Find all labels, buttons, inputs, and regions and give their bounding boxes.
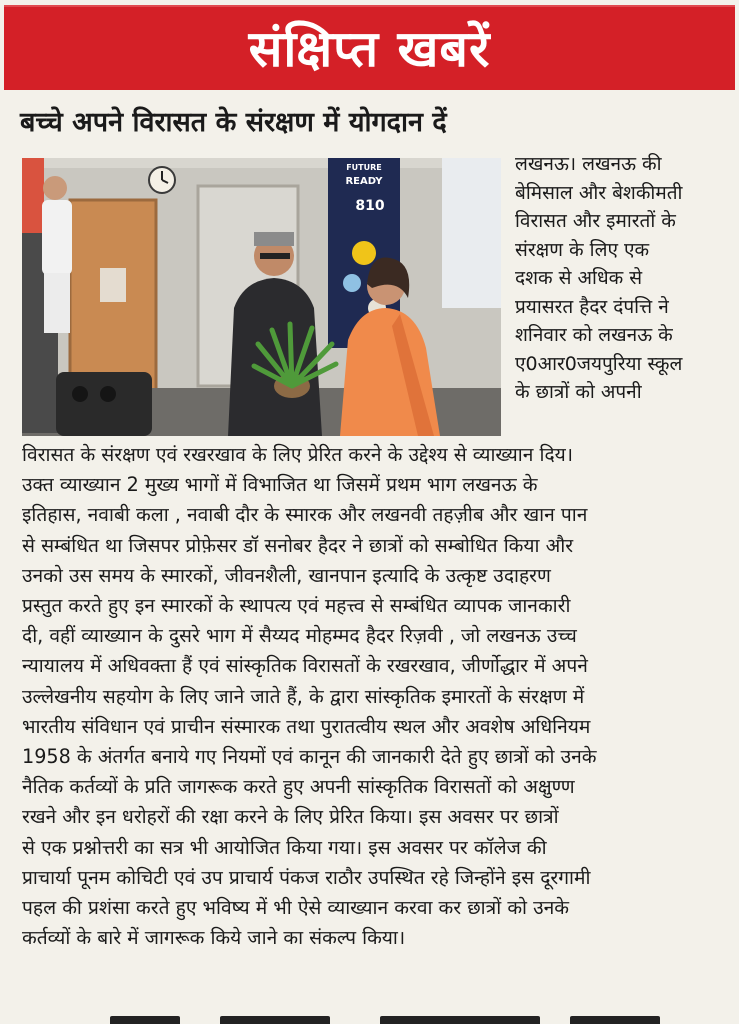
intro-line: प्रयासरत हैदर दंपत्ति ने (515, 295, 669, 318)
article-intro-column (515, 150, 735, 407)
intro-line: बेमिसाल और बेशकीमती (515, 181, 683, 204)
body-line: प्राचार्या पूनम कोचिटी एवं उप प्राचार्य पंकज राठौर उपस्थित रहे जिन्होंने इस दूरगामी (22, 865, 591, 889)
banner-title: संक्षिप्त खबरें (248, 19, 491, 78)
standee-text-2: READY (345, 176, 383, 187)
article-photo (22, 158, 501, 436)
body-line: से सम्बंधित था जिसपर प्रोफ़ेसर डॉ सनोबर हैदर ने छात्रों को सम्बोधित किया और (22, 533, 574, 557)
body-line: 1958 के अंतर्गत बनाये गए नियमों एवं कानून की जानकारी देते हुए छात्रों को उनके (22, 745, 597, 769)
body-line: उक्त व्याख्यान 2 मुख्य भागों में विभाजित था जिसमें प्रथम भाग लखनऊ के (22, 473, 538, 497)
article-headline: बच्चे अपने विरासत के संरक्षण में योगदान दें (20, 107, 447, 138)
standee-text-1: FUTURE (346, 163, 382, 172)
body-line: रखने और इन धरोहरों की रक्षा करने के लिए प्रेरित किया। इस अवसर पर छात्रों (22, 805, 559, 829)
body-line: दी, वहीं व्याख्यान के दुसरे भाग में सैय्यद मोहम्मद हैदर रिज़वी , जो लखनऊ उच्च (22, 624, 577, 648)
body-line: विरासत के संरक्षण एवं रखरखाव के लिए प्रेरित करने के उद्देश्य से व्याख्यान दिय। (22, 443, 574, 466)
body-line: भारतीय संविधान एवं प्राचीन संस्मारक तथा पुरातत्वीय स्थल और अवशेष अधिनियम (22, 714, 591, 738)
body-line: प्रस्तुत करते हुए इन स्मारकों के स्थापत्य एवं महत्त्व से सम्बंधित व्यापक जानकारी (22, 594, 571, 618)
intro-line: ए0आर0जयपुरिया स्कूल (515, 352, 683, 375)
body-line: नैतिक कर्तव्यों के प्रति जागरूक करते हुए अपनी सांस्कृतिक विरासतों को अक्षुण्ण (22, 775, 575, 799)
body-line: न्यायालय में अधिवक्ता हैं एवं सांस्कृतिक विरासतों के रखरखाव, जीर्णोद्धार में अपने (22, 654, 588, 678)
intro-line: लखनऊ। लखनऊ की (515, 153, 662, 175)
body-line: उनको उस समय के स्मारकों, जीवनशैली, खानपान इत्यादि के उत्कृष्ट उदाहरण (22, 563, 551, 587)
intro-line: के छात्रों को अपनी (515, 381, 642, 403)
body-line: पहल की प्रशंसा करते हुए भविष्य में भी ऐसे व्याख्यान करवा कर छात्रों को उनके (22, 896, 570, 920)
section-banner (4, 5, 735, 90)
body-line: से एक प्रश्नोत्तरी का सत्र भी आयोजित किया गया। इस अवसर पर कॉलेज की (22, 835, 547, 859)
standee-text-3: 810 (355, 198, 385, 214)
intro-line: दशक से अधिक से (515, 267, 643, 289)
body-line: उल्लेखनीय सहयोग के लिए जाने जाते हैं, के द्वारा सांस्कृतिक इमारतों के संरक्षण में (22, 684, 585, 708)
intro-line: संरक्षण के लिए एक (515, 238, 650, 261)
intro-line: शनिवार को लखनऊ के (515, 324, 673, 346)
body-line: इतिहास, नवाबी कला , नवाबी दौर के स्मारक और लखनवी तहज़ीब और खान पान (22, 503, 588, 527)
next-headline-cropped (0, 1012, 739, 1024)
body-line: कर्तव्यों के बारे में जागरूक किये जाने का संकल्प किया। (22, 926, 406, 950)
article-body (22, 440, 722, 953)
intro-line: विरासत और इमारतों के (515, 210, 676, 232)
